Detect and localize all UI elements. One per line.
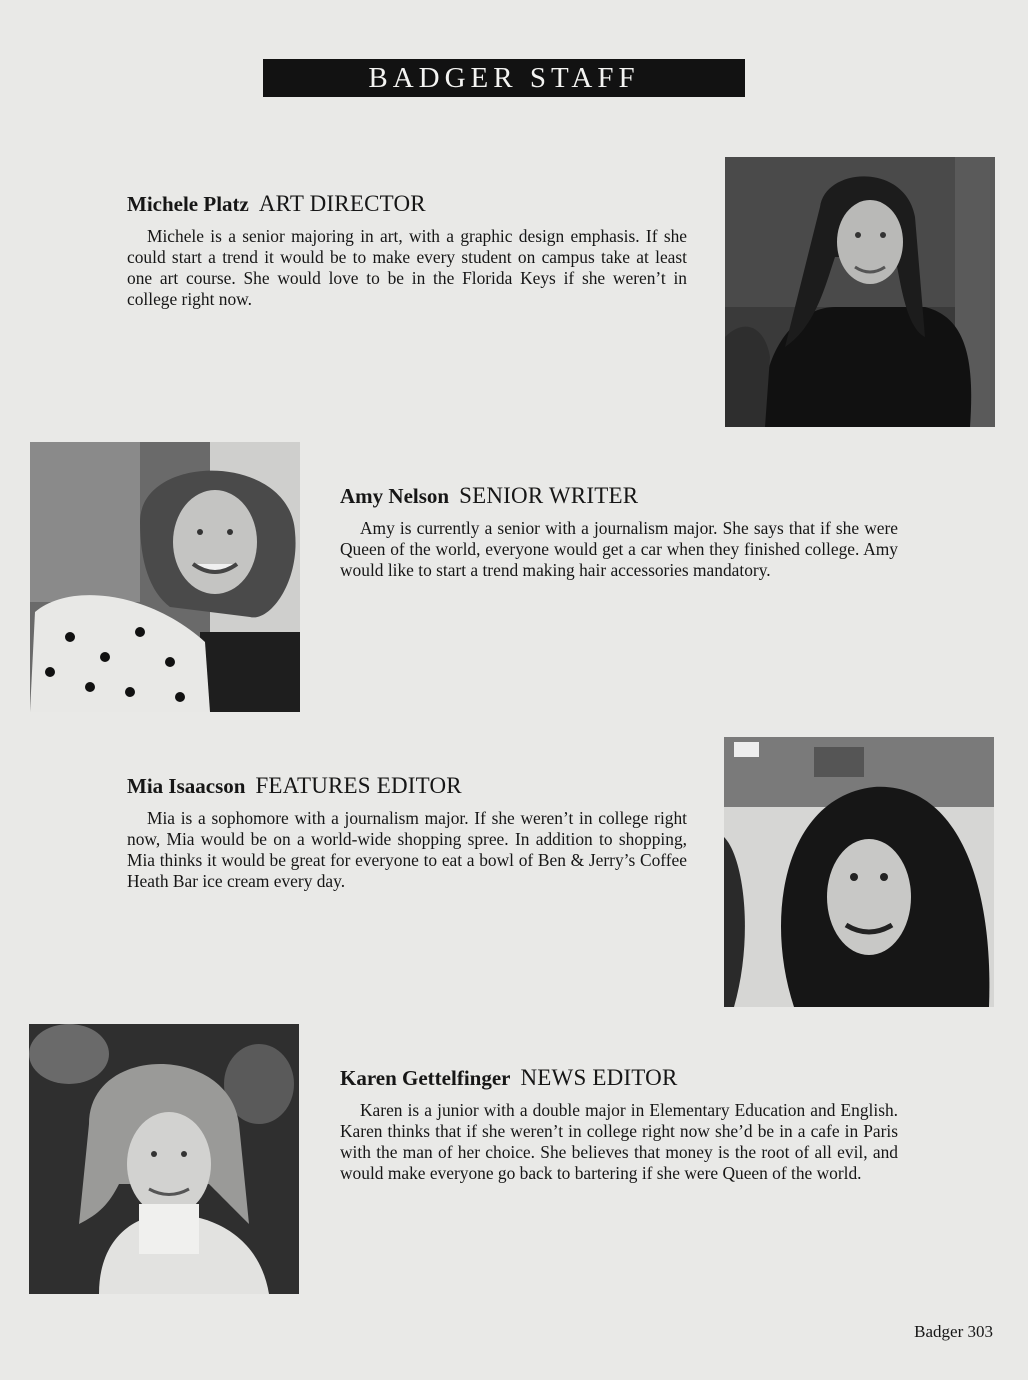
- staff-entry-michele: [127, 190, 687, 310]
- staff-bio: Mia is a sophomore with a journalism major. If she weren’t in college right now, Mia would be on a world-wide shopping spree. In addition to shopping, Mia thinks it would be great for everyone to eat a bowl of Ben & Jerry’s Coffee Heath Bar ice cream every day.: [127, 808, 687, 891]
- staff-name: Michele Platz: [127, 192, 249, 216]
- staff-role: NEWS EDITOR: [520, 1065, 678, 1090]
- staff-name: Mia Isaacson: [127, 774, 246, 798]
- staff-name: Karen Gettelfinger: [340, 1066, 511, 1090]
- staff-header: [127, 772, 687, 800]
- page-number: Badger 303: [914, 1322, 993, 1341]
- staff-entry-mia: [127, 772, 687, 892]
- staff-bio: Michele is a senior majoring in art, with a graphic design emphasis. If she could start a trend it would be to make every student on campus take at least one art course. She would love to be in the Florida Keys if she weren’t in college right now.: [127, 226, 687, 309]
- staff-photo-karen: [29, 1024, 299, 1294]
- page-title-banner: [263, 59, 745, 97]
- staff-bio: Karen is a junior with a double major in Elementary Education and English. Karen thinks that if she weren’t in college right now she’d be in a cafe in Paris with the man of her choice. She believes that money is the root of all evil, and would make everyone go back to bartering if she were Queen of the world.: [340, 1100, 898, 1183]
- staff-entry-karen: [340, 1064, 898, 1184]
- staff-header: [127, 190, 687, 218]
- staff-name: Amy Nelson: [340, 484, 450, 508]
- staff-header: [340, 1064, 898, 1092]
- staff-role: SENIOR WRITER: [459, 483, 639, 508]
- page-title: BADGER STAFF: [368, 62, 640, 94]
- staff-role: ART DIRECTOR: [258, 191, 426, 216]
- staff-header: [340, 482, 898, 510]
- staff-photo-mia: [724, 737, 994, 1007]
- staff-bio: Amy is currently a senior with a journalism major. She says that if she were Queen of the world, everyone would get a car when they finished college. Amy would like to start a trend making hair accessories mandatory.: [340, 518, 898, 580]
- staff-role: FEATURES EDITOR: [255, 773, 462, 798]
- staff-photo-michele: [725, 157, 995, 427]
- staff-entry-amy: [340, 482, 898, 581]
- staff-photo-amy: [30, 442, 300, 712]
